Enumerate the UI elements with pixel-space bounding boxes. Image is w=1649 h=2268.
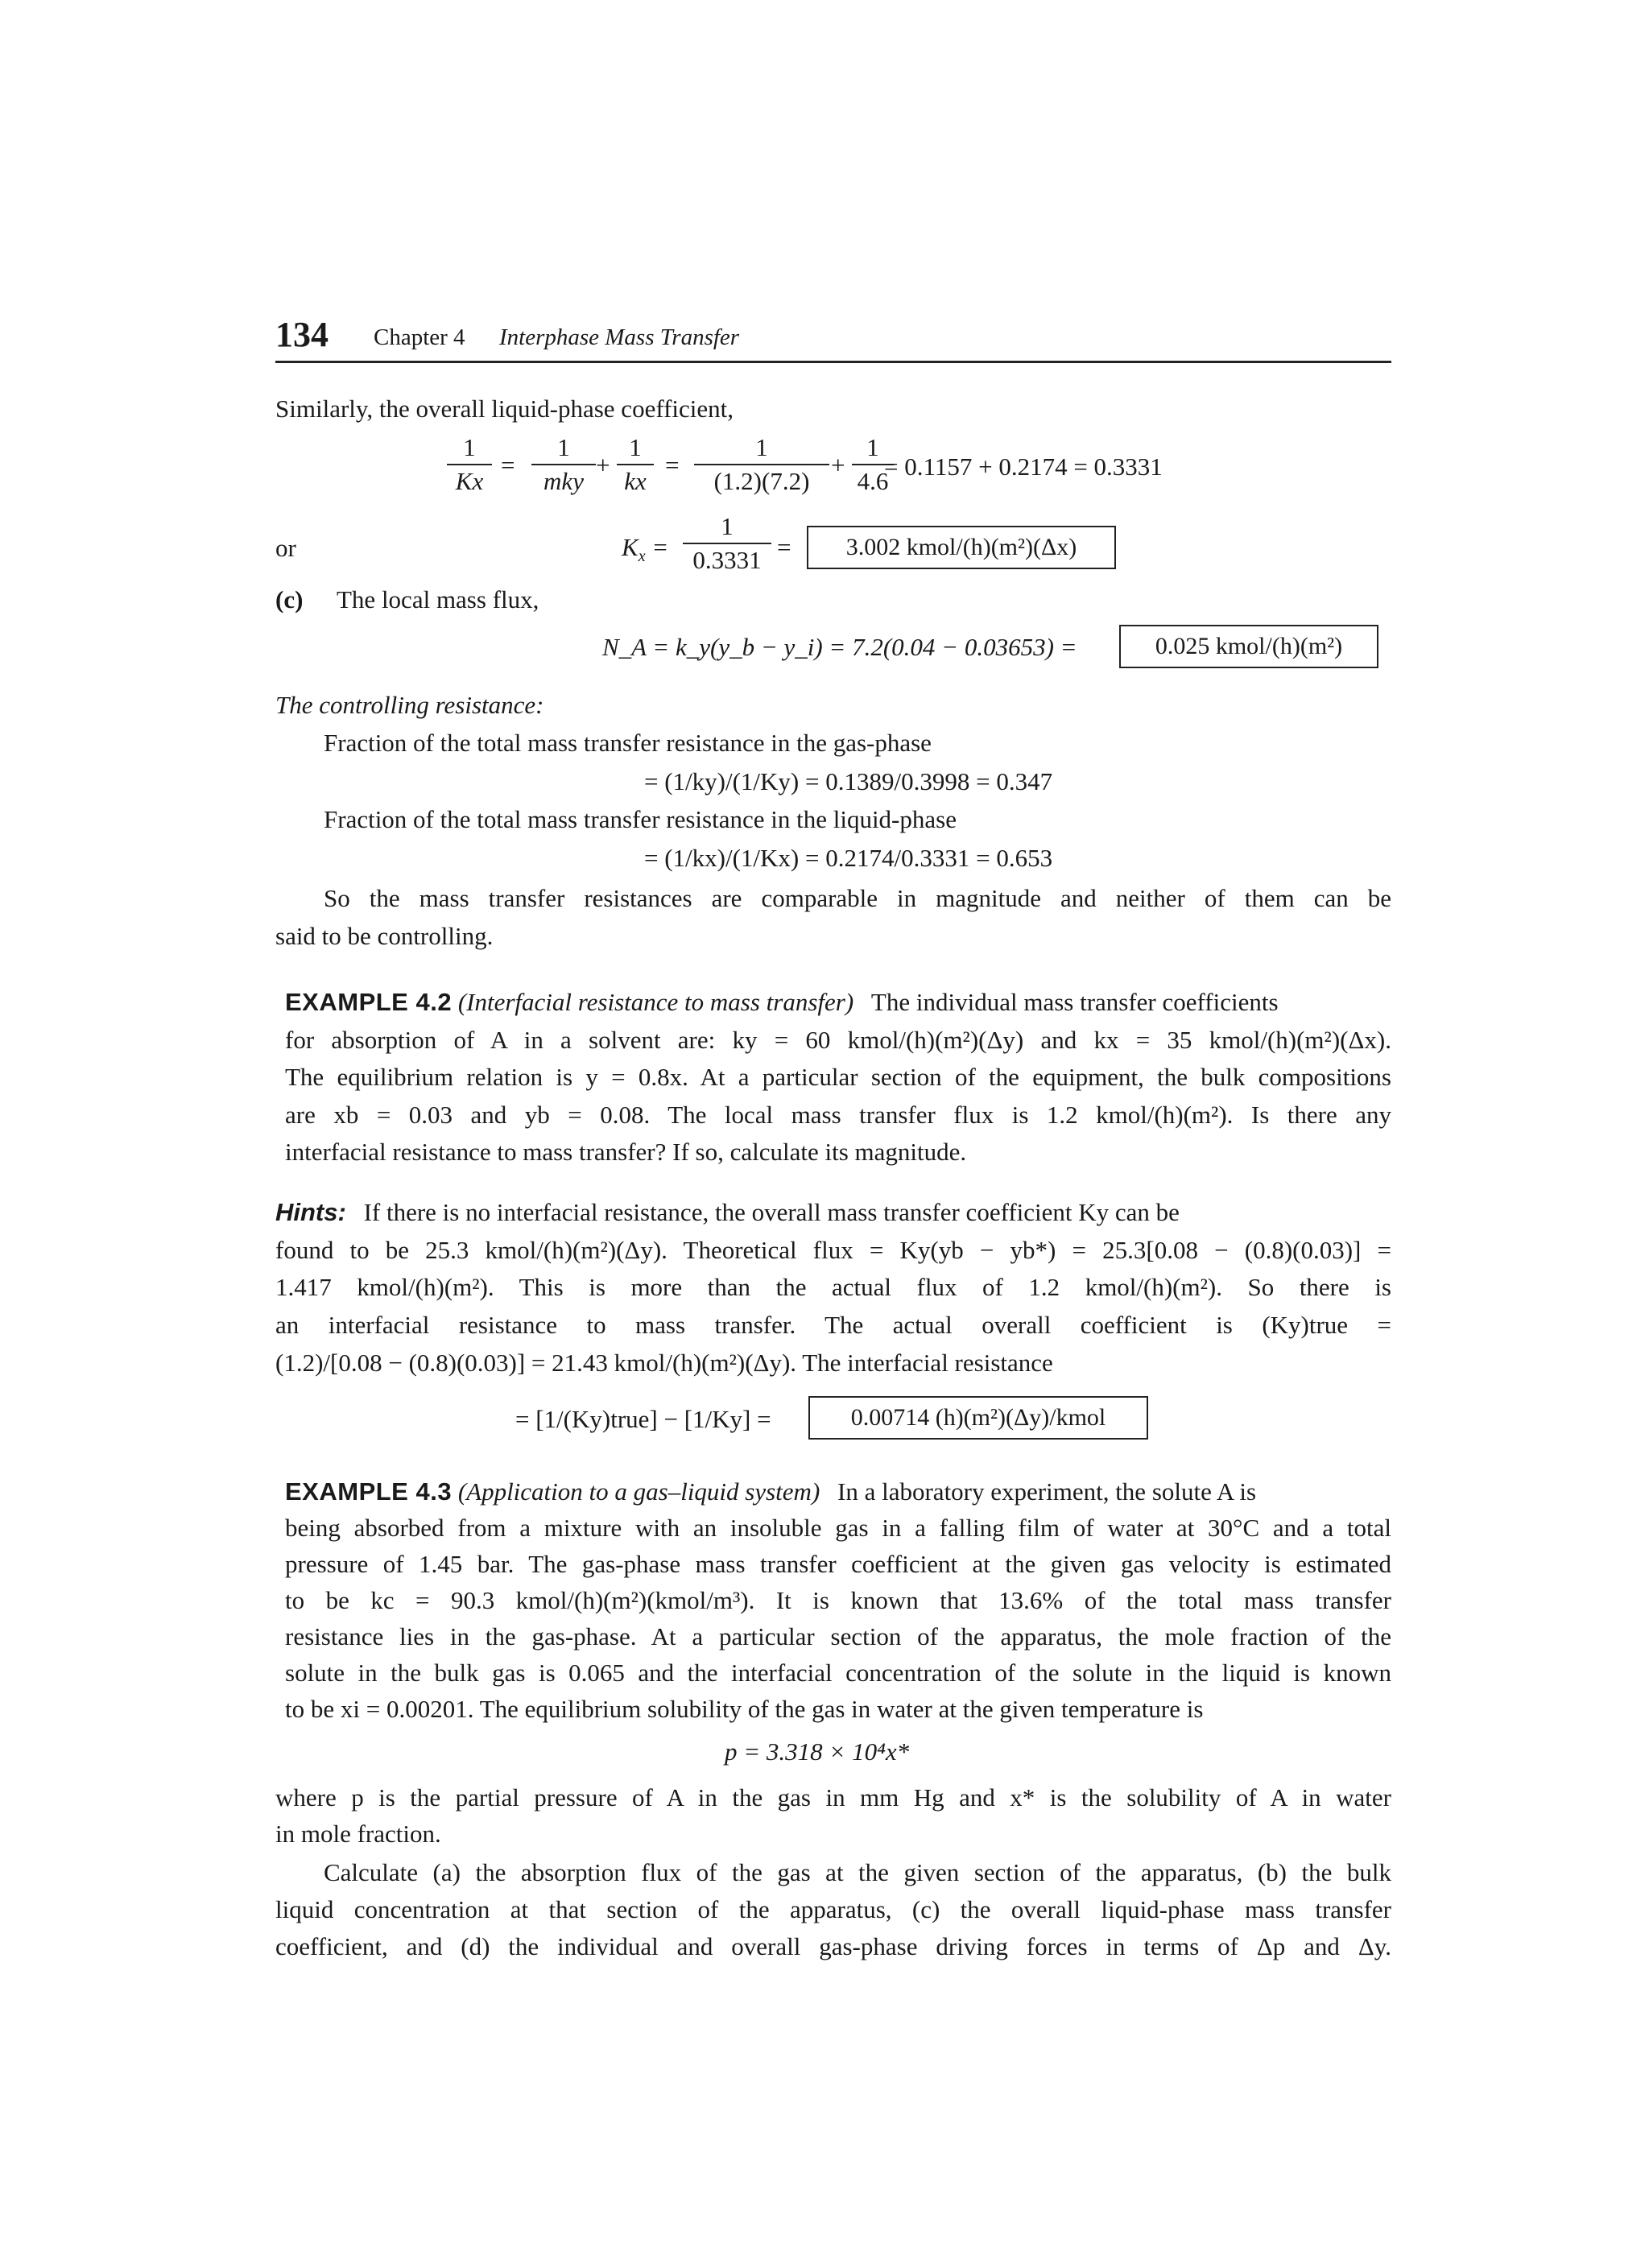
example-text-line: interfacial resistance to mass transfer? If so, calculate its magnitude. <box>285 1138 967 1166</box>
solubility-equation: p = 3.318 × 10⁴x* <box>725 1737 910 1766</box>
liquid-fraction-label: Fraction of the total mass transfer resistance in the liquid-phase <box>324 805 957 833</box>
example-label: EXAMPLE 4.3 <box>285 1477 453 1506</box>
example-text-line: pressure of 1.45 bar. The gas-phase mass transfer coefficient at the given gas velocity is estimated <box>285 1550 1391 1578</box>
chapter-title: Interphase Mass Transfer <box>499 324 740 350</box>
running-head <box>275 316 1391 363</box>
plus-sign: + <box>596 451 610 479</box>
example-text-line: for absorption of A in a solvent are: ky = 60 kmol/(h)(m²)(Δy) and kx = 35 kmol/(h)(m²)(Δx). <box>285 1026 1391 1054</box>
conclusion-line: said to be controlling. <box>275 922 494 950</box>
example-text-line: Calculate (a) the absorption flux of the gas at the given section of the apparatus, (b) the bulk <box>324 1858 1391 1886</box>
plus-sign: + <box>831 451 845 479</box>
equals-sign: = <box>501 451 515 479</box>
liquid-fraction-value: = (1/kx)/(1/Kx) = 0.2174/0.3331 = 0.653 <box>644 844 1053 872</box>
chapter-label: Chapter 4 <box>374 324 465 350</box>
example-text-line: solute in the bulk gas is 0.065 and the interfacial concentration of the solute in the liquid is known <box>285 1659 1391 1687</box>
example-text-line: to be kc = 90.3 kmol/(h)(m²)(kmol/m³). It is known that 13.6% of the total mass transfer <box>285 1586 1391 1614</box>
example-label: EXAMPLE 4.2 <box>285 988 453 1016</box>
example-text-line: to be xi = 0.00201. The equilibrium solubility of the gas in water at the given temperature is <box>285 1695 1204 1723</box>
example-title: (Interfacial resistance to mass transfer) <box>457 988 854 1016</box>
fraction-lhs: 1 Kx <box>447 433 492 496</box>
hints-text-line: an interfacial resistance to mass transfer. The actual overall coefficient is (Ky)true = <box>275 1311 1391 1339</box>
hints-text: If there is no interfacial resistance, the overall mass transfer coefficient Ky can be <box>363 1198 1180 1226</box>
example-text-line: liquid concentration at that section of the apparatus, (c) the overall liquid-phase mass transfer <box>275 1895 1391 1923</box>
example-text-line: in mole fraction. <box>275 1820 441 1848</box>
intro-line: Similarly, the overall liquid-phase coefficient, <box>275 395 734 423</box>
fraction-term4: 1 4.6 <box>852 433 894 496</box>
part-c-label: (c) <box>275 585 304 613</box>
example-text-line: resistance lies in the gas-phase. At a particular section of the apparatus, the mole fraction of the <box>285 1622 1391 1650</box>
equation-result: = 0.1157 + 0.2174 = 0.3331 <box>884 452 1163 481</box>
hints-label: Hints: <box>275 1198 346 1226</box>
example-text-line: coefficient, and (d) the individual and overall gas-phase driving forces in terms of Δp and Δy. <box>275 1932 1391 1960</box>
NA-expression: N_A = k_y(y_b − y_i) = 7.2(0.04 − 0.03653) = <box>602 633 1077 661</box>
hints-result-expression: = [1/(Ky)true] − [1/Ky] = <box>515 1405 771 1433</box>
Kx-symbol: $K_x$ = <box>622 533 669 566</box>
controlling-heading: The controlling resistance: <box>275 691 544 719</box>
page-number: 134 <box>275 315 329 354</box>
fraction-term2: 1 kx <box>617 433 654 496</box>
gas-fraction-value: = (1/ky)/(1/Ky) = 0.1389/0.3998 = 0.347 <box>644 767 1053 795</box>
fraction-term1: 1 mky <box>531 433 596 496</box>
example-text-line: where p is the partial pressure of A in the gas in mm Hg and x* is the solubility of A in water <box>275 1783 1391 1812</box>
conclusion-line: So the mass transfer resistances are comparable in magnitude and neither of them can be <box>324 884 1391 912</box>
fraction-term3: 1 (1.2)(7.2) <box>694 433 829 496</box>
NA-result-box: 0.025 kmol/(h)(m²) <box>1119 625 1378 668</box>
example-title: (Application to a gas–liquid system) <box>457 1477 820 1506</box>
example-text-line: The equilibrium relation is y = 0.8x. At a particular section of the equipment, the bulk compositions <box>285 1063 1391 1091</box>
equals-sign: = <box>777 533 791 561</box>
hints-result-box: 0.00714 (h)(m²)(Δy)/kmol <box>808 1396 1148 1440</box>
fraction-Kx: 1 0.3331 <box>683 512 771 575</box>
example-text-line: are xb = 0.03 and yb = 0.08. The local mass transfer flux is 1.2 kmol/(h)(m²). Is there any <box>285 1101 1391 1129</box>
Kx-result-box: 3.002 kmol/(h)(m²)(Δx) <box>807 526 1116 569</box>
example-text-line: being absorbed from a mixture with an insoluble gas in a falling film of water at 30°C and a total <box>285 1514 1391 1542</box>
example-text: In a laboratory experiment, the solute A is <box>837 1477 1257 1506</box>
hints-text-line: 1.417 kmol/(h)(m²). This is more than the actual flux of 1.2 kmol/(h)(m²). So there is <box>275 1273 1391 1301</box>
example-4-3-heading <box>285 1477 1256 1506</box>
gas-fraction-label: Fraction of the total mass transfer resistance in the gas-phase <box>324 729 932 757</box>
equals-sign: = <box>665 451 680 479</box>
part-c-text: The local mass flux, <box>337 585 539 613</box>
example-text: The individual mass transfer coefficients <box>870 988 1279 1016</box>
hints-text-line: found to be 25.3 kmol/(h)(m²)(Δy). Theoretical flux = Ky(yb − yb*) = 25.3[0.08 − (0.8)(0.03)] = <box>275 1236 1391 1264</box>
hints-heading <box>275 1198 1180 1227</box>
hints-text-line: (1.2)/[0.08 − (0.8)(0.03)] = 21.43 kmol/(h)(m²)(Δy). The interfacial resistance <box>275 1349 1053 1377</box>
or-label: or <box>275 534 296 562</box>
example-4-2-heading <box>285 988 1279 1017</box>
